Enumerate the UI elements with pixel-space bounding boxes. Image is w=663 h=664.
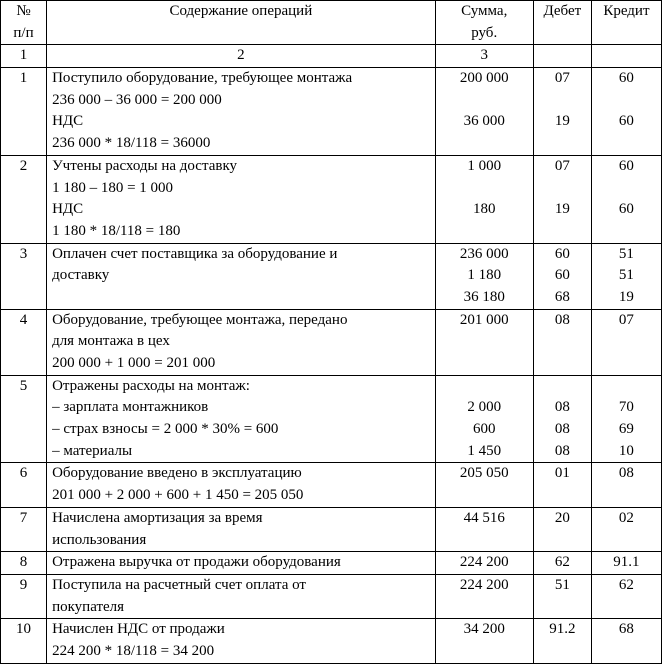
row-credit	[591, 243, 661, 309]
header-num	[1, 1, 47, 45]
row-credit	[591, 68, 661, 156]
row-credit-line: 02	[618, 509, 634, 526]
table-row	[1, 574, 662, 618]
row-sum-line: 180	[472, 201, 496, 218]
index-cell-3: 3	[435, 45, 533, 68]
row-sum-line: 36 180	[463, 288, 505, 305]
row-debit	[533, 463, 591, 507]
row-sum-line: 201 000	[459, 311, 509, 328]
row-debit-line: 19	[554, 113, 570, 130]
row-sum	[435, 68, 533, 156]
row-sum	[435, 243, 533, 309]
row-debit	[533, 243, 591, 309]
row-number: 10	[1, 619, 47, 663]
row-credit	[591, 463, 661, 507]
row-sum	[435, 155, 533, 243]
row-sum-line: 224 200	[459, 576, 509, 593]
row-description-line: Учтены расходы на доставку	[52, 157, 238, 174]
header-num-line2: п/п	[13, 24, 34, 41]
row-description-line: доставку	[52, 267, 110, 284]
row-debit-line: 91.2	[549, 621, 576, 638]
row-debit	[533, 375, 591, 463]
row-credit-line: 60	[618, 113, 634, 130]
header-sum-line2: руб.	[471, 24, 498, 41]
row-debit	[533, 507, 591, 551]
header-num-line1: №	[16, 3, 31, 19]
row-credit-line	[592, 133, 661, 155]
table-row	[1, 68, 662, 156]
row-credit-line: 70	[618, 399, 634, 416]
row-description-line: использования	[52, 531, 147, 548]
row-credit-line	[592, 597, 661, 619]
row-credit-line: 08	[618, 465, 634, 482]
table-row	[1, 463, 662, 507]
row-number: 6	[1, 463, 47, 507]
row-sum-line	[436, 90, 533, 112]
row-description-line: 236 000 * 18/118 = 36000	[52, 135, 211, 152]
row-credit-line	[592, 530, 661, 552]
row-credit	[591, 507, 661, 551]
row-debit-line: 08	[554, 442, 570, 459]
row-description	[47, 68, 436, 156]
row-debit-line: 20	[554, 509, 570, 526]
row-debit-line	[534, 485, 591, 507]
row-number: 5	[1, 375, 47, 463]
row-sum-line: 200 000	[459, 70, 509, 87]
row-sum-line: 36 000	[463, 113, 505, 130]
row-description	[47, 463, 436, 507]
row-debit-line: 07	[554, 157, 570, 174]
row-description	[47, 619, 436, 663]
row-sum-line	[436, 331, 533, 353]
row-sum	[435, 619, 533, 663]
row-credit-line: 60	[618, 157, 634, 174]
row-debit	[533, 552, 591, 575]
row-credit-line: 51	[618, 267, 634, 284]
table-row	[1, 507, 662, 551]
row-description-line: – материалы	[52, 442, 133, 459]
row-debit-line	[534, 331, 591, 353]
row-debit-line: 60	[554, 245, 570, 262]
index-cell-2: 2	[47, 45, 436, 68]
header-sum	[435, 1, 533, 45]
row-sum-line	[436, 133, 533, 155]
row-credit-line: 60	[618, 70, 634, 87]
row-number: 3	[1, 243, 47, 309]
index-cell-4	[533, 45, 591, 68]
row-description-line	[52, 287, 435, 309]
row-description-line: покупателя	[52, 598, 125, 615]
row-sum-line: 44 516	[463, 509, 505, 526]
row-sum-line: 600	[472, 421, 496, 438]
row-description-line: Отражена выручка от продажи оборудования	[52, 554, 341, 571]
row-credit-line	[592, 376, 661, 398]
row-description	[47, 552, 436, 575]
index-cell-5	[591, 45, 661, 68]
row-number: 4	[1, 309, 47, 375]
row-description	[47, 243, 436, 309]
row-number: 7	[1, 507, 47, 551]
row-debit-line: 68	[554, 288, 570, 305]
row-number: 1	[1, 68, 47, 156]
row-sum-line	[436, 597, 533, 619]
row-debit-line	[534, 221, 591, 243]
row-sum	[435, 309, 533, 375]
row-description-line: Начислена амортизация за время	[52, 509, 263, 526]
header-credit: Кредит	[591, 1, 661, 45]
row-debit-line	[534, 90, 591, 112]
row-sum	[435, 375, 533, 463]
row-sum-line: 1 180	[467, 267, 502, 284]
row-description-line: 236 000 – 36 000 = 200 000	[52, 91, 222, 108]
row-credit	[591, 155, 661, 243]
row-credit-line: 91.1	[613, 554, 640, 571]
row-credit-line: 51	[618, 245, 634, 262]
row-description	[47, 155, 436, 243]
row-sum	[435, 463, 533, 507]
row-debit	[533, 619, 591, 663]
row-debit	[533, 309, 591, 375]
row-sum-line: 224 200	[459, 554, 509, 571]
row-debit-line: 08	[554, 421, 570, 438]
row-credit	[591, 574, 661, 618]
row-description-line: НДС	[52, 201, 84, 218]
row-credit	[591, 552, 661, 575]
row-credit-line	[592, 485, 661, 507]
row-description-line: – зарплата монтажников	[52, 399, 209, 416]
row-description-line: Начислен НДС от продажи	[52, 621, 225, 638]
row-debit-line	[534, 178, 591, 200]
row-debit-line	[534, 353, 591, 375]
row-sum-line: 205 050	[459, 465, 509, 482]
row-credit-line: 07	[618, 311, 634, 328]
row-description-line: Оплачен счет поставщика за оборудование и	[52, 245, 338, 262]
row-number: 9	[1, 574, 47, 618]
row-credit-line: 10	[618, 442, 634, 459]
row-credit	[591, 619, 661, 663]
row-sum-line: 2 000	[467, 399, 502, 416]
row-description-line: 224 200 * 18/118 = 34 200	[52, 642, 215, 659]
row-description-line: – страх взносы = 2 000 * 30% = 600	[52, 421, 279, 438]
table-row	[1, 155, 662, 243]
row-description	[47, 375, 436, 463]
row-credit-line: 62	[618, 576, 634, 593]
row-description	[47, 309, 436, 375]
row-credit-line	[592, 221, 661, 243]
row-sum	[435, 574, 533, 618]
table-row	[1, 375, 662, 463]
row-sum	[435, 507, 533, 551]
row-number: 2	[1, 155, 47, 243]
row-sum	[435, 552, 533, 575]
row-debit-line: 01	[554, 465, 570, 482]
row-description	[47, 507, 436, 551]
table-row	[1, 552, 662, 575]
row-debit	[533, 68, 591, 156]
row-debit-line	[534, 530, 591, 552]
row-sum-line	[436, 353, 533, 375]
row-credit-line: 68	[618, 621, 634, 638]
row-credit-line	[592, 641, 661, 663]
row-sum-line: 34 200	[463, 621, 505, 638]
row-sum-line: 1 000	[467, 157, 502, 174]
row-credit-line	[592, 353, 661, 375]
row-debit-line: 51	[554, 576, 570, 593]
row-debit-line: 07	[554, 70, 570, 87]
row-credit-line: 69	[618, 421, 634, 438]
row-debit-line	[534, 376, 591, 398]
row-debit-line: 08	[554, 399, 570, 416]
header-sum-line1: Сумма,	[461, 3, 508, 19]
row-credit-line	[592, 178, 661, 200]
row-sum-line	[436, 485, 533, 507]
row-description-line: 201 000 + 2 000 + 600 + 1 450 = 205 050	[52, 487, 304, 504]
row-credit-line: 19	[618, 288, 634, 305]
index-row	[1, 45, 662, 68]
row-number: 8	[1, 552, 47, 575]
row-credit	[591, 375, 661, 463]
row-sum-line	[436, 641, 533, 663]
row-sum-line	[436, 530, 533, 552]
row-debit-line: 19	[554, 201, 570, 218]
row-credit-line	[592, 331, 661, 353]
row-sum-line	[436, 376, 533, 398]
row-debit-line: 08	[554, 311, 570, 328]
row-description-line: Поступила на расчетный счет оплата от	[52, 576, 306, 593]
row-description-line: Отражены расходы на монтаж:	[52, 377, 250, 394]
row-debit-line	[534, 133, 591, 155]
row-sum-line: 1 450	[467, 442, 502, 459]
row-credit-line: 60	[618, 201, 634, 218]
row-debit-line: 62	[554, 554, 570, 571]
row-description-line: Оборудование, требующее монтажа, передано	[52, 311, 348, 328]
row-sum-line: 236 000	[459, 245, 509, 262]
row-debit	[533, 574, 591, 618]
row-debit-line	[534, 641, 591, 663]
row-description-line: для монтажа в цех	[52, 333, 170, 350]
row-description-line: 200 000 + 1 000 = 201 000	[52, 355, 216, 372]
table-row	[1, 243, 662, 309]
row-description	[47, 574, 436, 618]
row-debit	[533, 155, 591, 243]
row-debit-line: 60	[554, 267, 570, 284]
table-row	[1, 309, 662, 375]
table-row	[1, 619, 662, 663]
row-description-line: 1 180 * 18/118 = 180	[52, 222, 181, 239]
row-description-line: НДС	[52, 113, 84, 130]
row-description-line: 1 180 – 180 = 1 000	[52, 179, 174, 196]
header-content: Содержание операций	[47, 1, 436, 45]
row-sum-line	[436, 221, 533, 243]
header-debit: Дебет	[533, 1, 591, 45]
row-description-line: Поступило оборудование, требующее монтажа	[52, 70, 353, 87]
row-description-line: Оборудование введено в эксплуатацию	[52, 465, 302, 482]
row-credit	[591, 309, 661, 375]
operations-body	[1, 68, 662, 664]
row-debit-line	[534, 597, 591, 619]
row-credit-line	[592, 90, 661, 112]
index-cell-1: 1	[1, 45, 47, 68]
header-row	[1, 1, 662, 45]
row-sum-line	[436, 178, 533, 200]
